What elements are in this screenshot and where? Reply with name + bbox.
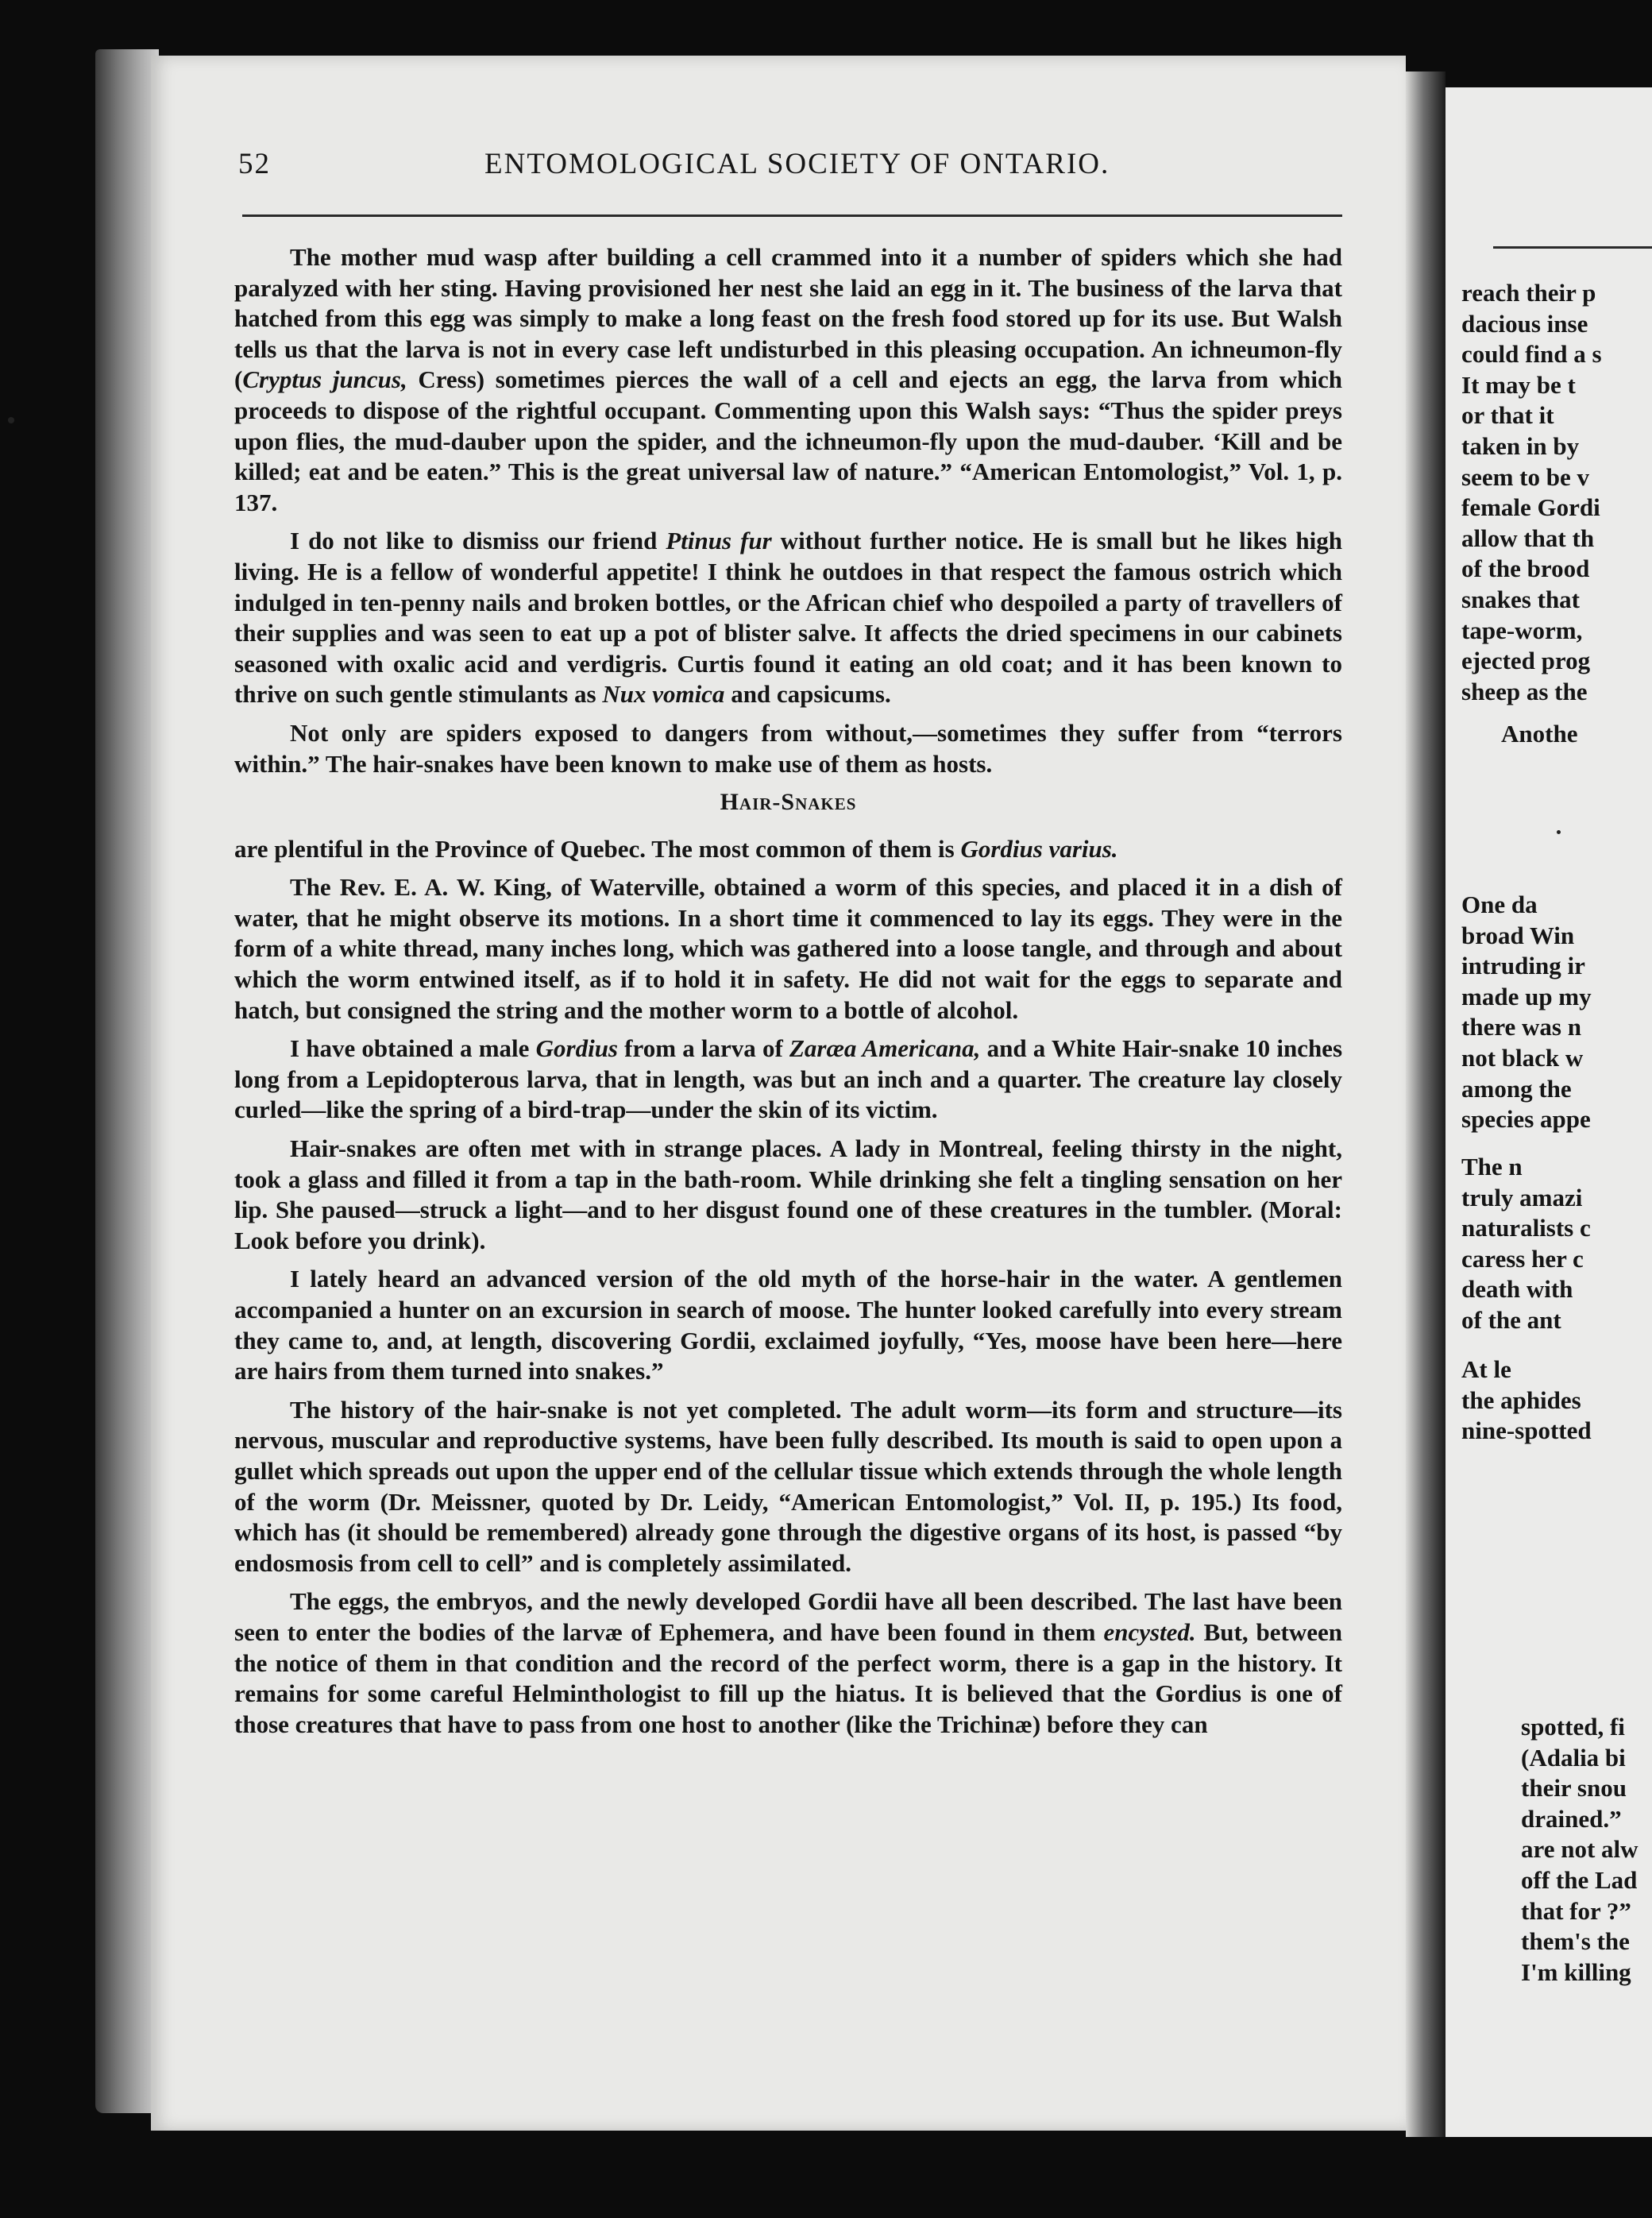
facing-text-line: naturalists c (1461, 1214, 1591, 1242)
text-run: The eggs, the embryos, and the newly developed Gordii have all been described. The last have been seen to enter the bodies of the larvæ of Ephemera, and have been found in them (234, 1587, 1342, 1646)
paragraph (234, 834, 1342, 865)
paragraph: The history of the hair-snake is not yet completed. The adult worm—its form and structure—its nervous, muscular and reproductive systems, have been fully described. Its mouth is said to open upon a gullet which spreads out upon the upper end of the cellular tissue which extends through the whole length of the worm (Dr. Meissner, quoted by Dr. Leidy, “American Entomologist,” Vol. II, p. 195.) Its food, which has (it should be remembered) already gone through the digestive organs of its host, is passed “by endosmosis from cell to cell” and is completely assimilated. (234, 1395, 1342, 1577)
facing-text-line: drained.” (1521, 1804, 1622, 1833)
facing-text-line: broad Win (1461, 921, 1575, 949)
text-run: I have obtained a male (290, 1034, 536, 1063)
facing-text-line: made up my (1461, 982, 1592, 1010)
facing-text-line: could find a s (1461, 340, 1602, 369)
text-run: from a larva of (618, 1034, 789, 1063)
emphasis: encysted. (1103, 1617, 1196, 1646)
section-heading: Hair-Snakes (720, 789, 857, 816)
facing-text-line: ejected prog (1461, 647, 1591, 675)
facing-text-line: or that it (1461, 401, 1554, 430)
facing-text-line: sheep as the (1461, 677, 1588, 705)
species-name: Gordius (535, 1034, 618, 1063)
print-speck (1557, 830, 1561, 834)
paragraph: Not only are spiders exposed to dangers from without,—sometimes they suffer from “terrors within.” The hair-snakes have been known to make use of them as hosts. (234, 718, 1342, 778)
facing-text-line: It may be t (1461, 370, 1576, 399)
facing-text-line: are not alw (1521, 1835, 1638, 1864)
facing-text-line: allow that th (1461, 524, 1595, 552)
facing-text-line: species appe (1461, 1105, 1591, 1134)
print-speck (8, 417, 14, 423)
paragraph (234, 1034, 1342, 1126)
facing-text-line: Anothe (1501, 720, 1578, 748)
facing-text-line: there was n (1461, 1013, 1581, 1041)
facing-text-line: I'm killing (1521, 1957, 1631, 1986)
paragraph (234, 242, 1342, 518)
species-name: Gordius varius. (960, 834, 1118, 863)
facing-text-line: the aphides (1461, 1385, 1581, 1414)
facing-text-block-5 (1461, 1354, 1652, 1447)
facing-text-line: them's the (1521, 1927, 1630, 1956)
facing-text-block-2 (1501, 719, 1652, 750)
facing-text-line: snakes that (1461, 585, 1581, 613)
species-name: Ptinus fur (666, 527, 772, 555)
page-header (238, 147, 1350, 187)
running-title: ENTOMOLOGICAL SOCIETY OF ONTARIO. (484, 148, 1110, 180)
facing-text-line: One da (1461, 891, 1538, 918)
text-run: I do not like to dismiss our friend (290, 527, 666, 555)
facing-text-line: death with (1461, 1275, 1573, 1304)
facing-text-line: truly amazi (1461, 1183, 1583, 1211)
text-run: are plentiful in the Province of Quebec. The most common of them is (234, 834, 961, 863)
facing-text-line: of the ant (1461, 1305, 1561, 1334)
main-text (234, 242, 1342, 1748)
book-page-edge (95, 49, 159, 2113)
facing-page (1446, 87, 1652, 2137)
facing-text-line: At le (1461, 1355, 1511, 1383)
paragraph: The Rev. E. A. W. King, of Waterville, obtained a worm of this species, and placed it in a dish of water, that he might observe its motions. In a short time it commenced to lay its eggs. They were in the form of a white thread, many inches long, which was gathered into a loose tangle, and through and about which the worm entwined itself, as if to hold it in safety. He did not wait for the eggs to separate and hatch, but consigned the string and the mother worm to a bottle of alcohol. (234, 873, 1342, 1024)
facing-text-line: caress her c (1461, 1244, 1584, 1273)
facing-text-line: of the brood (1461, 554, 1590, 583)
facing-text-line: off the Lad (1521, 1865, 1638, 1894)
text-run: without further notice. He is small but he likes high living. He is a fellow of wonderful appetite! I think he outdoes in that respect the famous ostrich which indulged in ten-penny nails and broken bottles, or the African chief who despoiled a party of travellers of their supplies and was seen to eat up a pot of blister salve. It affects the dried specimens in our cabinets seasoned with oxalic acid and verdigris. Curtis found it eating an old coat; and it has been known to thrive on such gentle stimulants as (234, 527, 1342, 709)
paragraph: I lately heard an advanced version of the old myth of the horse-hair in the water. A gentlemen accompanied a hunter on an excursion in search of moose. The hunter looked carefully into every stream they came to, and, at length, discovering Gordii, exclaimed joyfully, “Yes, moose have been here—here are hairs from them turned into snakes.” (234, 1265, 1342, 1385)
page-number: 52 (238, 148, 271, 180)
facing-text-line: seem to be v (1461, 462, 1589, 491)
text-run: The mother mud wasp after building a cell crammed into it a number of spiders which she had paralyzed with her sting. Having provisioned her nest she laid an egg in it. The business of the larva that hatched from this egg was simply to make a long feast on the fresh food stored up for its use. But Walsh tells us that the larva is not in every case left undisturbed in this pleasing occupation. An ichneumon-fly ( (234, 243, 1342, 394)
facing-text-line: spotted, fi (1521, 1713, 1625, 1741)
facing-page-rule (1493, 246, 1652, 249)
paragraph (234, 1586, 1342, 1740)
facing-text-block-6 (1521, 1712, 1652, 1988)
book-gutter (1406, 71, 1446, 2137)
species-name: Cryptus juncus, (242, 365, 407, 394)
text-run: But, between the notice of them in that condition and the record of the perfect worm, there is a gap in the history. It remains for some careful Helminthologist to fill up the hiatus. It is believed that the Gordius is one of those creatures that have to pass from one host to another (like the Trichinæ) before they can (234, 1617, 1342, 1738)
header-rule (242, 214, 1342, 217)
facing-text-line: (Adalia bi (1521, 1743, 1626, 1772)
facing-text-line: reach their p (1461, 279, 1596, 307)
paragraph: Hair-snakes are often met with in strange places. A lady in Montreal, feeling thirsty in the night, took a glass and filled it from a tap in the bath-room. While drinking she felt a tingling sensation on her lip. She paused—struck a light—and to her disgust found one of these creatures in the tumbler. (Moral: Look before you drink). (234, 1134, 1342, 1254)
facing-text-line: not black w (1461, 1043, 1584, 1072)
paragraph (234, 526, 1342, 710)
facing-text-line: their snou (1521, 1774, 1627, 1803)
facing-text-block-3 (1461, 890, 1652, 1135)
facing-text-line: intruding ir (1461, 952, 1585, 980)
species-name: Nux vomica (602, 680, 725, 709)
species-name: Zaræa Americana, (789, 1034, 981, 1063)
facing-text-block-1 (1461, 278, 1652, 707)
text-run: and a White Hair-snake 10 inches long from a Lepidopterous larva, that in length, was but an inch and a quarter. The creature lay closely curled—like the spring of a bird-trap—under the skin of its victim. (234, 1034, 1343, 1124)
text-run: and capsicums. (724, 680, 891, 709)
facing-text-line: taken in by (1461, 431, 1580, 460)
facing-text-line: that for ?” (1521, 1896, 1631, 1925)
facing-text-line: tape-worm, (1461, 616, 1583, 644)
text-run: Cress) sometimes pierces the wall of a cell and ejects an egg, the larva from which proceeds to dispose of the rightful occupant. Commenting upon this Walsh says: “Thus the spider preys upon flies, the mud-dauber upon the spider, and the ichneumon-fly upon the mud-dauber. ‘Kill and be killed; eat and be eaten.” This is the great universal law of nature.” “American Entomologist,” Vol. 1, p. 137. (234, 365, 1342, 516)
facing-text-line: among the (1461, 1074, 1572, 1103)
facing-text-line: female Gordi (1461, 493, 1600, 522)
facing-text-line: nine-spotted (1461, 1416, 1592, 1445)
facing-text-line: The n (1461, 1153, 1523, 1180)
facing-text-block-4 (1461, 1152, 1652, 1336)
facing-text-line: dacious inse (1461, 309, 1588, 338)
